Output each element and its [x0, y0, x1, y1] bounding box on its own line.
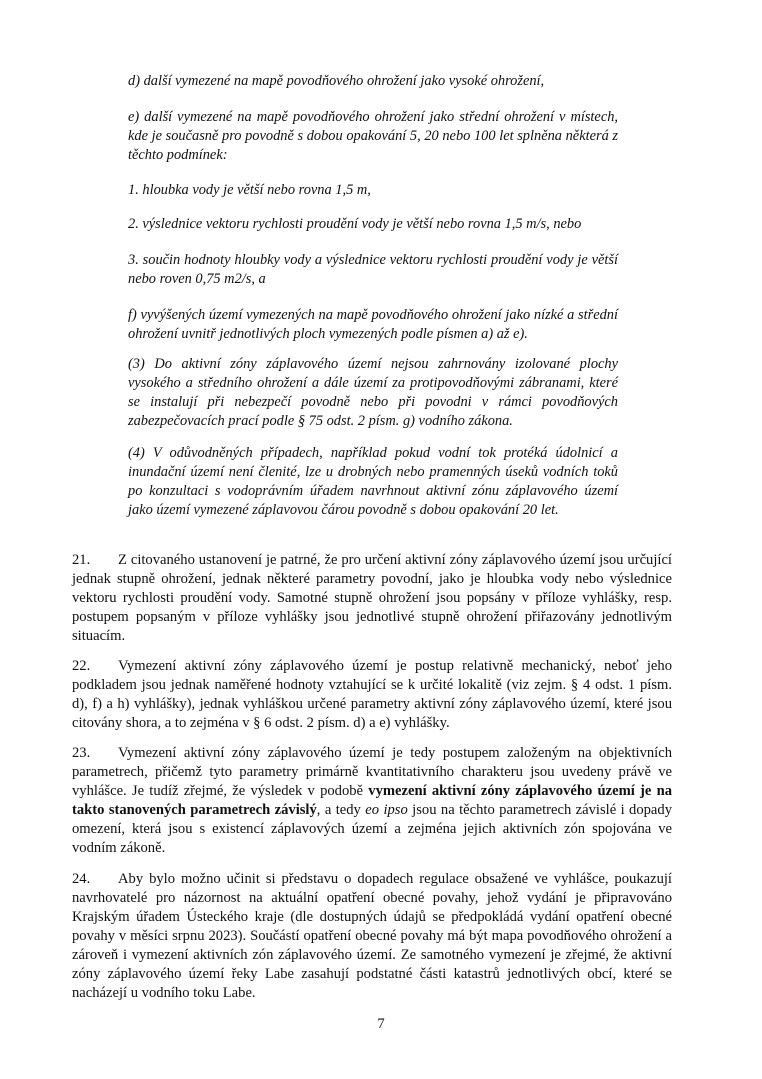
quote-item-section-4: (4) V odůvodněných případech, například pokud vodní tok protéká údolnicí a inundační území není členité, lze u drobných nebo pramenných úseků vodních toků po konzultaci s vodoprávním úřadem navrhnout aktivní zónu záplavového území jako území vymezené záplavovou čárou povodně s dobou opakování 20 let.	[128, 445, 618, 518]
quote-item-2: 2. výslednice vektoru rychlosti proudění vody je větší nebo rovna 1,5 m/s, nebo	[128, 216, 582, 232]
quote-item-1: 1. hloubka vody je větší nebo rovna 1,5 m,	[128, 182, 371, 198]
quote-item-3: 3. součin hodnoty hloubky vody a výslednice vektoru rychlosti proudění vody je větší nebo roven 0,75 m2/s, a	[128, 252, 618, 287]
paragraph-text: Aby bylo možno učinit si představu o dopadech regulace obsažené ve vyhlášce, poukazují navrhovatelé pro názornost na aktuální opatření obecné povahy, jehož vydání je připravováno Krajským úřadem Ústeckého kraje (dle dostupných údajů se předpokládá vydání opatření obecné povahy v měsíci srpnu 2023). Součástí opatření obecné povahy má být mapa povodňového ohrožení a zároveň i vymezení aktivních zón záplavového území. Ze samotného vymezení je zřejmé, že aktivní zóny záplavového území řeky Labe zasahují podstatné části katastrů jednotlivých obcí, které se nacházejí u vodního toku Labe.	[72, 871, 672, 1001]
paragraph-number: 22.	[72, 658, 91, 674]
quote-item-e: e) další vymezené na mapě povodňového ohrožení jako střední ohrožení v místech, kde je současně pro povodně s dobou opakování 5, 20 nebo 100 let splněna některá z těchto podmínek:	[128, 109, 618, 163]
paragraph-number: 23.	[72, 745, 91, 761]
quote-item-d: d) další vymezené na mapě povodňového ohrožení jako vysoké ohrožení,	[128, 73, 545, 89]
page-number: 7	[377, 1016, 385, 1032]
paragraph-24	[72, 870, 672, 1003]
paragraph-23	[72, 744, 672, 858]
paragraph-text: Z citovaného ustanovení je patrné, že pro určení aktivní zóny záplavového území jsou určující jednak stupně ohrožení, jednak některé parametry povodní, jako je hloubka vody nebo výslednice vektoru rychlosti proudění vody. Samotné stupně ohrožení jsou popsány v příloze vyhlášky, resp. postupem popsaným v příloze vyhlášky jsou jednotlivé stupně ohrožení přiřazovány jednotlivým situacím.	[72, 552, 672, 644]
paragraph-text: Vymezení aktivní zóny záplavového území je postup relativně mechanický, neboť jeho podkladem jsou jednak naměřené hodnoty vztahující se k určité lokalitě (viz zejm. § 4 odst. 1 písm. d), f) a h) vyhlášky), jednak vyhláškou určené parametry aktivní zóny záplavového území, které jsou citovány shora, a to zejména v § 6 odst. 2 písm. d) a e) vyhlášky.	[72, 658, 672, 731]
paragraph-number: 24.	[72, 871, 91, 887]
paragraph-text: , a tedy	[316, 802, 366, 818]
quote-item-section-3: (3) Do aktivní zóny záplavového území nejsou zahrnovány izolované plochy vysokého a středního ohrožení a dále území za protipovodňovými zábranami, které se instalují při nebezpečí povodně nebo při povodni v rámci povodňových zabezpečovacích prací podle § 75 odst. 2 písm. g) vodního zákona.	[128, 356, 618, 429]
paragraph-text: jsou na těchto parametrech závislé i dopady omezení, která jsou s existencí záplavových území a zejména jejich aktivních zón spojována ve vodním zákoně.	[72, 802, 672, 856]
paragraph-22	[72, 657, 672, 733]
paragraph-text: Vymezení aktivní zóny záplavového území je tedy postupem založeným na objektivních parametrech, přičemž tyto parametry primárně kvantitativního charakteru jsou uvedeny právě ve vyhlášce. Je tudíž zřejmé, že výsledek v podobě	[72, 745, 672, 799]
paragraph-21	[72, 551, 672, 646]
emphasized-text: vymezení aktivní zóny záplavového území je na takto stanovených parametrech závislý	[72, 783, 672, 818]
paragraph-number: 21.	[72, 552, 91, 568]
quote-item-f: f) vyvýšených území vymezených na mapě povodňového ohrožení jako nízké a střední ohrožení uvnitř jednotlivých ploch vymezených podle písmen a) až e).	[128, 307, 618, 342]
latin-phrase: eo ipso	[365, 802, 408, 818]
